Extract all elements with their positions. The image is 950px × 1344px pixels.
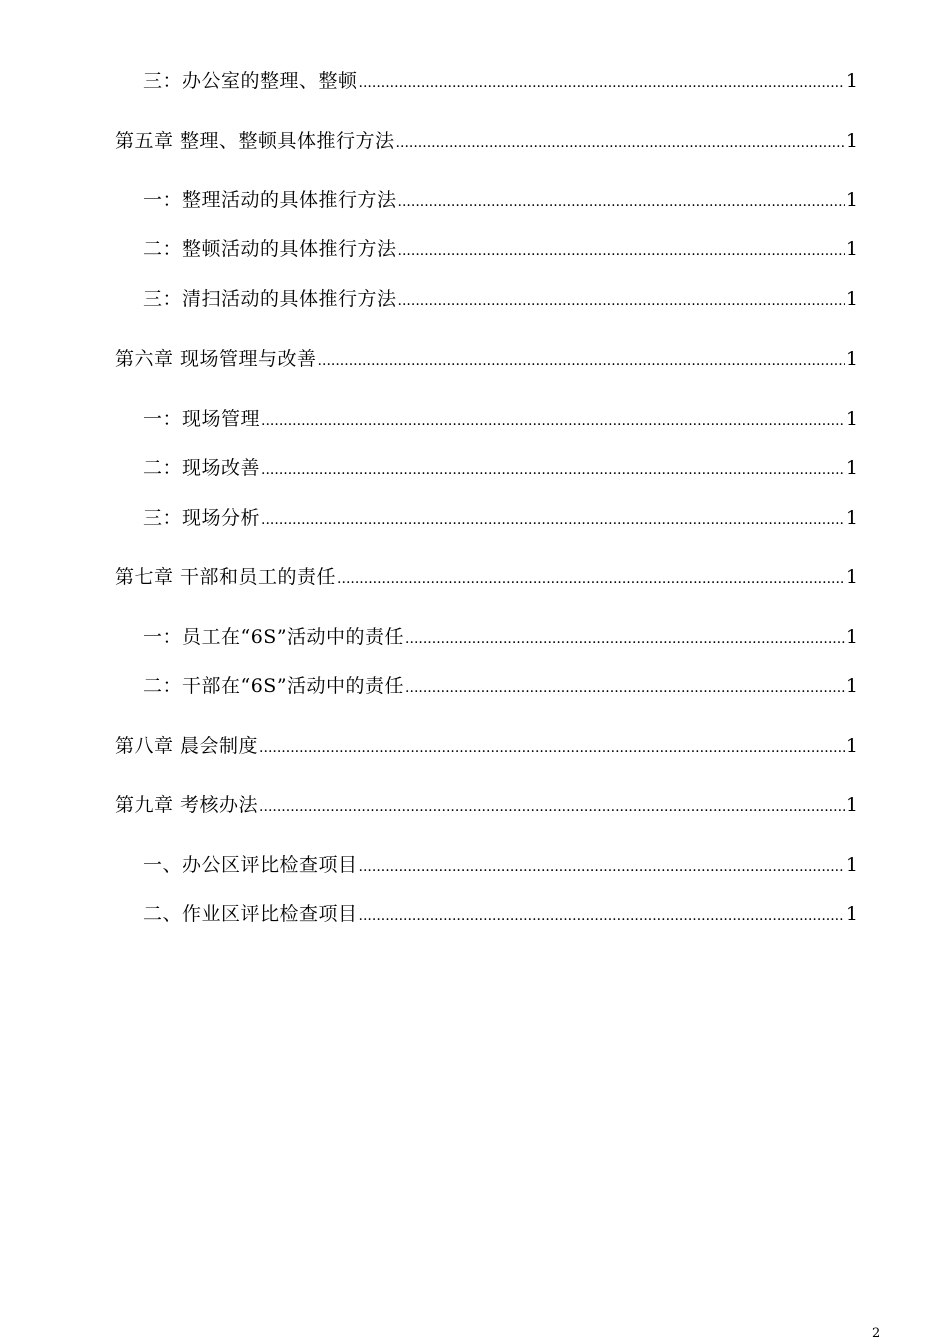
toc-entry-page: 1 xyxy=(845,903,858,925)
toc-dot-leader xyxy=(261,406,845,436)
toc-entry-title: 第五章 整理、整顿具体推行方法 xyxy=(115,130,395,152)
toc-entry[interactable] xyxy=(143,503,858,533)
toc-dot-leader xyxy=(261,505,845,535)
toc-entry-page: 1 xyxy=(845,626,858,648)
toc-dot-leader xyxy=(398,236,845,266)
toc-entry[interactable] xyxy=(143,234,858,264)
toc-entry-page: 1 xyxy=(845,794,858,816)
toc-entry[interactable] xyxy=(143,850,858,880)
toc-entry-title: 第九章 考核办法 xyxy=(115,794,259,816)
toc-entry-page: 1 xyxy=(845,675,858,697)
toc-entry-page: 1 xyxy=(845,566,858,588)
toc-entry[interactable] xyxy=(115,562,858,592)
toc-entry-page: 1 xyxy=(845,70,858,92)
toc-dot-leader xyxy=(398,286,845,316)
toc-dot-leader xyxy=(318,346,845,376)
toc-entry-title: 一：整理活动的具体推行方法 xyxy=(143,189,397,211)
toc-dot-leader xyxy=(259,792,845,822)
toc-entry-page: 1 xyxy=(845,507,858,529)
toc-entry-page: 1 xyxy=(845,457,858,479)
toc-entry-title: 第六章 现场管理与改善 xyxy=(115,348,317,370)
toc-entry[interactable] xyxy=(115,126,858,156)
toc-entry-page: 1 xyxy=(845,348,858,370)
toc-dot-leader xyxy=(259,733,845,763)
toc-entry-page: 1 xyxy=(845,854,858,876)
toc-entry-title: 二：现场改善 xyxy=(143,457,261,479)
toc-dot-leader xyxy=(396,128,845,158)
toc-dot-leader xyxy=(398,187,845,217)
toc-dot-leader xyxy=(359,901,845,931)
toc-entry-page: 1 xyxy=(845,189,858,211)
toc-entry[interactable] xyxy=(143,622,858,652)
toc-entry[interactable] xyxy=(143,453,858,483)
toc-entry-page: 1 xyxy=(845,735,858,757)
toc-entry-title: 一：员工在“6S”活动中的责任 xyxy=(143,626,405,648)
toc-entry[interactable] xyxy=(143,66,858,96)
toc-entry[interactable] xyxy=(143,185,858,215)
toc-entry[interactable] xyxy=(143,671,858,701)
toc-entry-title: 一：现场管理 xyxy=(143,408,261,430)
toc-entry-page: 1 xyxy=(845,130,858,152)
toc-entry-title: 二：干部在“6S”活动中的责任 xyxy=(143,675,405,697)
toc-dot-leader xyxy=(337,564,845,594)
toc-entry-page: 1 xyxy=(845,238,858,260)
toc-entry-page: 1 xyxy=(845,288,858,310)
toc-entry[interactable] xyxy=(115,790,858,820)
toc-entry-title: 一、办公区评比检查项目 xyxy=(143,854,358,876)
toc-entry-title: 三：清扫活动的具体推行方法 xyxy=(143,288,397,310)
toc-entry-page: 1 xyxy=(845,408,858,430)
footer-page-number: 2 xyxy=(872,1326,881,1341)
toc-entry[interactable] xyxy=(143,899,858,929)
toc-entry-title: 二、作业区评比检查项目 xyxy=(143,903,358,925)
toc-dot-leader xyxy=(359,68,845,98)
toc-entry[interactable] xyxy=(115,731,858,761)
toc-entry-title: 三：办公室的整理、整顿 xyxy=(143,70,358,92)
toc-entry-title: 第八章 晨会制度 xyxy=(115,735,259,757)
toc-dot-leader xyxy=(261,455,845,485)
toc-entry[interactable] xyxy=(115,344,858,374)
toc-entry[interactable] xyxy=(143,284,858,314)
toc-entry-title: 三：现场分析 xyxy=(143,507,261,529)
toc-entry[interactable] xyxy=(143,404,858,434)
toc-entry-title: 第七章 干部和员工的责任 xyxy=(115,566,337,588)
toc-dot-leader xyxy=(405,624,845,654)
toc-dot-leader xyxy=(359,852,845,882)
toc-entry-title: 二：整顿活动的具体推行方法 xyxy=(143,238,397,260)
toc-dot-leader xyxy=(405,673,845,703)
